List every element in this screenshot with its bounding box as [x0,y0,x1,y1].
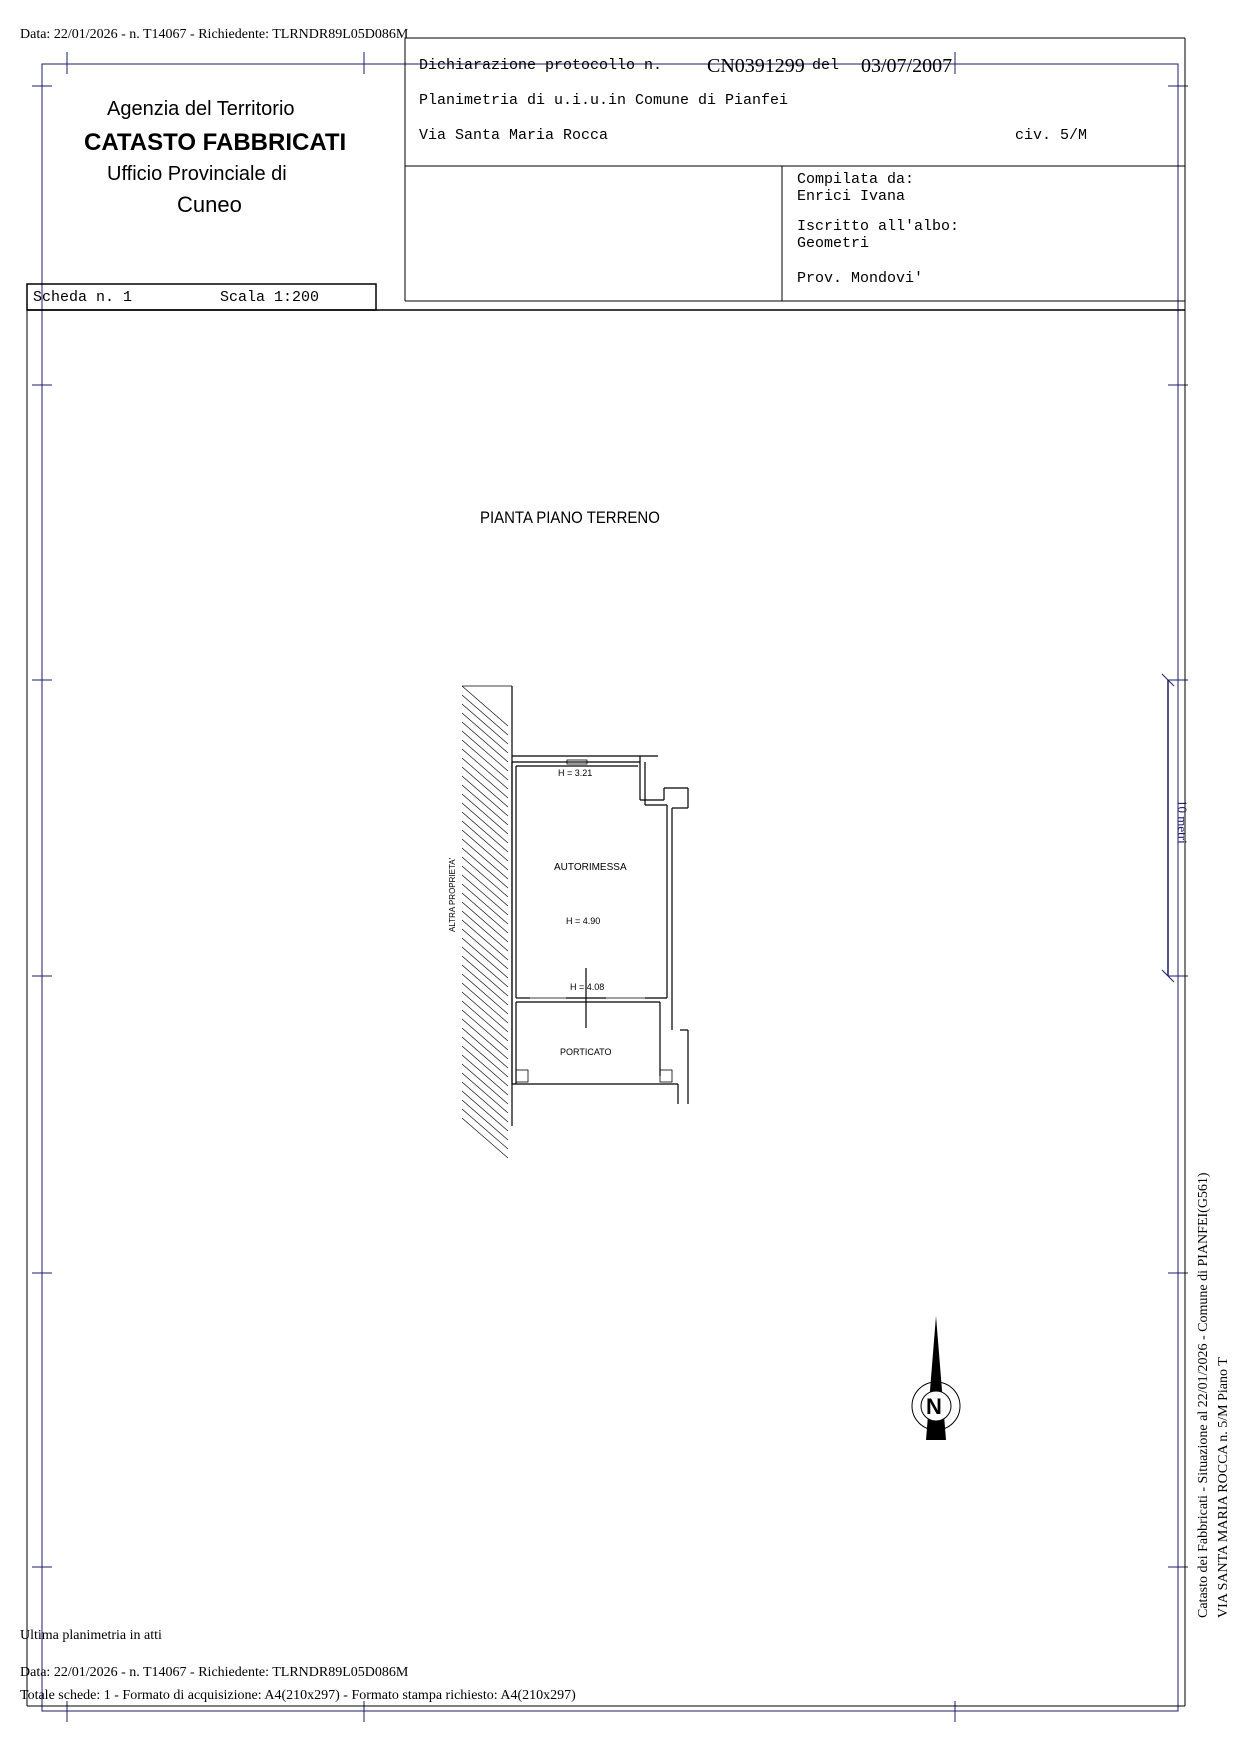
hatch-line [462,848,508,888]
hatch-line [462,974,508,1014]
hatch-line [462,713,508,753]
hatch-line [462,803,508,843]
hatch-line [462,839,508,879]
hatch-line [462,1037,508,1077]
planimetria-line: Planimetria di u.i.u.in Comune di Pianfei [419,92,789,109]
height-label-3: H = 4.08 [570,982,605,992]
hatch-line [462,965,508,1005]
hatch-line [462,1064,508,1104]
north-arrow-icon [912,1316,960,1440]
outer-frame [32,52,1188,1722]
declaration-date: 03/07/2007 [861,55,953,77]
side-text-line-2: VIA SANTA MARIA ROCCA n. 5/M Piano T [1216,1357,1231,1618]
hatch-line [462,1055,508,1095]
north-letter: N [926,1394,942,1419]
hatch-line [462,884,508,924]
hatch-line [462,1118,508,1158]
top-request-line: Data: 22/01/2026 - n. T14067 - Richiedente: TLRNDR89L05D086M [20,27,409,42]
hatch-line [462,785,508,825]
ultima-planimetria: Ultima planimetria in atti [20,1628,162,1643]
catasto-title: CATASTO FABBRICATI [84,129,347,156]
ufficio-label: Ufficio Provinciale di [107,163,287,185]
hatch-line [462,695,508,735]
hatch-line [462,920,508,960]
hatch-line [462,1019,508,1059]
protocol-number: CN0391299 [707,55,805,77]
hatch-line [462,1028,508,1068]
hatch-line [462,758,508,798]
hatch-line [462,794,508,834]
hatch-line [462,1001,508,1041]
hatch-line [462,1100,508,1140]
hatch-line [462,956,508,996]
compilata-label: Compilata da: [797,171,915,188]
room-porticato: PORTICATO [560,1047,612,1057]
hatch-line [462,1109,508,1149]
hatch-line [462,866,508,906]
hatch-line [462,947,508,987]
hatch-line [462,812,508,852]
hatch-line [462,767,508,807]
hatch-line [462,983,508,1023]
scala: Scala 1:200 [220,289,320,306]
hatch-line [462,857,508,897]
room-autorimessa: AUTORIMESSA [554,862,627,873]
hatch-line [462,938,508,978]
hatch-line [462,1046,508,1086]
scale-bar-label: 10 metri [1175,800,1190,844]
hatch-line [462,1091,508,1131]
height-label-1: H = 3.21 [558,768,593,778]
hatch-line [462,821,508,861]
hatch-line [462,686,508,726]
city-name: Cuneo [177,192,242,217]
hatch-line [462,704,508,744]
provincia: Prov. Mondovi' [797,270,924,287]
iscritto-value: Geometri [797,235,870,252]
hatch-line [462,722,508,762]
hatch-line [462,1082,508,1122]
iscritto-label: Iscritto all'albo: [797,218,960,235]
del-label: del [812,57,840,74]
hatch-line [462,1073,508,1113]
hatch-line [462,992,508,1032]
hatch-line [462,893,508,933]
side-text-line-1: Catasto dei Fabbricati - Situazione al 22/01/2026 - Comune di PIANFEI(G561) [1196,1172,1211,1618]
agency-name: Agenzia del Territorio [107,98,295,120]
hatch-line [462,776,508,816]
hatch-line [462,929,508,969]
address-line: Via Santa Maria Rocca [419,127,609,144]
hatch-line [462,830,508,870]
hatch-line [462,1010,508,1050]
height-label-2: H = 4.90 [566,916,601,926]
civico: civ. 5/M [1015,127,1088,144]
hatch-line [462,875,508,915]
scheda-number: Scheda n. 1 [33,289,133,306]
hatch-line [462,731,508,771]
footer-totale-line: Totale schede: 1 - Formato di acquisizione: A4(210x297) - Formato stampa richiesto: A4(210x297) [20,1688,576,1703]
hatch-line [462,902,508,942]
hatch-line [462,911,508,951]
compilata-name: Enrici Ivana [797,188,906,205]
drawing-title: PIANTA PIANO TERRENO [480,508,660,527]
hatch-line [462,749,508,789]
footer-request-line: Data: 22/01/2026 - n. T14067 - Richiedente: TLRNDR89L05D086M [20,1665,409,1680]
wall-hatching [462,686,508,1158]
declaration-label: Dichiarazione protocollo n. [419,57,663,74]
altra-proprieta-label: ALTRA PROPRIETA' [448,857,457,932]
hatch-line [462,740,508,780]
